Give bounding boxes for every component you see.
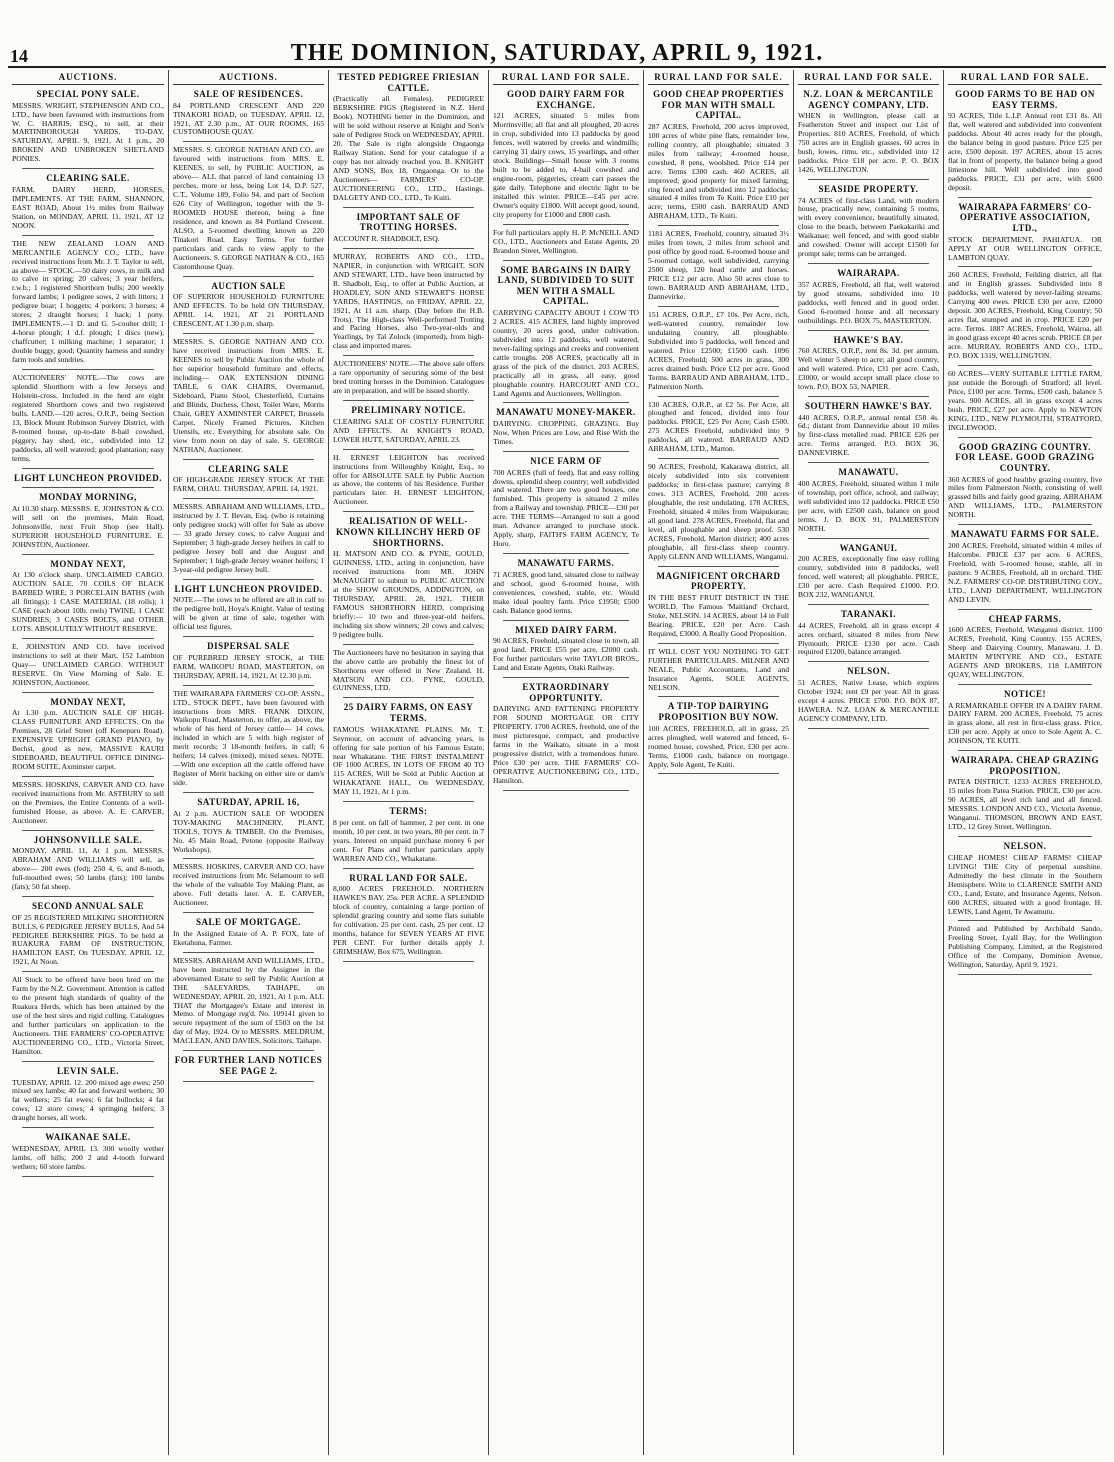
- ad-separator: [958, 266, 1092, 267]
- advertisement: [493, 229, 639, 256]
- masthead-rule: [8, 66, 1106, 68]
- ad-heading: TERMS:: [389, 806, 428, 817]
- advertisement: [333, 405, 484, 444]
- ad-body: TUESDAY, APRIL 12. 200 mixed age ewes; 250 mixed sex lambs; 40 fat and forward wethers; 30 fat wethers; 25 fat ewes; 6 fat bullocks; 4 fat cows; 12 store cows; 4 springing heifers; 3 draught horses, all work.: [12, 1077, 164, 1123]
- ad-heading: AUCTION SALE: [211, 280, 286, 291]
- ad-heading: NICE FARM OF: [530, 455, 602, 466]
- advertisement: [648, 463, 789, 561]
- ad-heading: TESTED PEDIGREE FRIESIAN CATTLE.: [337, 72, 480, 93]
- ad-body: OF PUREBRED JERSEY STOCK, at THE FARM, WAIKOPU ROAD, MASTERTON, on THURSDAY, APRIL 14, 1921, At 12.30 p.m.: [173, 652, 324, 680]
- ad-separator: [183, 952, 314, 953]
- ad-body: IT WILL COST YOU NOTHING TO GET FURTHER PARTICULARS. MILNER AND NEALE, Public Accountants, Land and Insurance Agents, SOLE AGENTS, NELSON.: [648, 646, 789, 692]
- advertisement: [173, 584, 324, 632]
- ad-heading: SECOND ANNUAL SALE: [31, 900, 145, 911]
- ad-body: At 2 p.m. AUCTION SALE OF WOODEN TOY-MAKING MACHINERY, PLANT, TOOLS, TOYS & TIMBER. On the Premises, No. 45 Main Road, Petone (opposite Railway Workshops).: [173, 808, 324, 854]
- advertisement: [173, 917, 324, 948]
- advertisement: [12, 781, 164, 826]
- ad-separator: [343, 400, 474, 401]
- advertisement: [948, 841, 1102, 916]
- ad-heading: MANAWATU MONEY-MAKER.: [496, 407, 636, 418]
- ad-separator: [808, 604, 929, 605]
- ad-separator: [22, 235, 154, 236]
- ad-body: 287 ACRES, Freehold, 200 acres improved, 100 acres of white pine flats, remainder low, rolling country, all ploughable; situated 3 miles from railway; 4-roomed house, cowshed, 8 pens, woolshed. Price £14 per acre. Terms £300 cash. 460 ACRES, all improved; good property for mixed farming; ring fenced and subdivided into 12 paddocks; situated 4 miles from Te Kuiti. Price £10 per acre; terms, £500 cash. BARRAUD AND ABRAHAM, LTD., Te Kuiti.: [648, 121, 789, 221]
- column-3: [328, 70, 488, 1455]
- ad-heading: LIGHT LUNCHEON PROVIDED.: [174, 583, 323, 594]
- ad-heading: SALE OF RESIDENCES.: [193, 89, 304, 99]
- ad-body: 130 ACRES, O.R.P., at £2 5s. Per Acre, all ploughed and fenced, divided into four paddocks. PRICE, £25 Per Acre; Cash £500. 275 ACRES Freehold, subdivided into 9 paddocks, all watered. BARRAUD AND ABRAHAM, LTD., Marton.: [648, 399, 789, 454]
- ad-separator: [22, 830, 154, 831]
- ad-body: 1181 ACRES, Freehold, country, situated 3½ miles from town, 2 miles from school and post office by good road. 6-roomed house and 5-roomed cottage, well subdivided, carrying 2500 sheep, 120 head cattle and horses. PRICE £12 per acre. Also 50 acres close to town. BARRAUD AND ABRAHAM, LTD., Dannevirke.: [648, 229, 789, 301]
- advertisement: [948, 614, 1102, 680]
- ad-separator: [658, 643, 779, 644]
- ad-body: 200 ACRES, Freehold, situated within 4 miles of Halcombe. PRICE £37 per acre. 6 ACRES, Freehold, with 5-roomed house, stable, all in pasture. 9 ACRES, Freehold, all in orchard. THE N.Z. FARMERS' CO-OP. DISTRIBUTING COY., LTD., LAND DEPARTMENT, WELLINGTON AND LEVIN.: [948, 540, 1102, 604]
- advertisement: [648, 230, 789, 302]
- advertisement: [12, 835, 164, 892]
- column-heading: AUCTIONS.: [173, 70, 324, 85]
- ad-body: 400 ACRES, Freehold, situated within 1 mile of township, port office, school, and railway; well subdivided into 12 paddocks. PRICE £50 per acre, with £2500 cash, balance on good terms. J. D. BOX 91, PALMERSTON NORTH.: [798, 478, 939, 533]
- column-heading: RURAL LAND FOR SALE.: [493, 70, 639, 85]
- ad-heading: SEASIDE PROPERTY.: [818, 183, 919, 194]
- ad-body: CHEAP HOMES! CHEAP FARMS! CHEAP LIVING! THE City of perpetual sunshine. Admittedly the best climate in the Southern Hemisphere. Write to CLARENCE SMITH AND CO., Land, Estate, and Insurance Agents, Nelson. 600 ACRES, situated with a good frontage. H. LEWIS, Land Agent, Te Awamutu.: [948, 852, 1102, 916]
- advertisement: [333, 212, 484, 244]
- advertisement: [173, 338, 324, 454]
- ad-separator: [22, 776, 154, 777]
- advertisement: [173, 89, 324, 137]
- advertisement: [798, 184, 939, 259]
- ad-separator: [183, 333, 314, 334]
- ad-body: MESSRS. S. GEORGE NATHAN AND CO. are favoured with instructions from MRS. E. KEENES, to sell, by PUBLIC AUCTION, as above— ALL that parcel of land containing 13 perches, more or less, being Lot 14, D.P. 527, C.T., Volume 189, Folio 94, and part of Section 626 City of Wellington, together with the 9-ROOMED HOUSE thereon, being a fine residence, and known as 84 Portland Crescent. ALSO, a 5-roomed dwelling known as 220 Tinakori Road. Easy Terms. For further particulars and cards to view apply to the Auctioneers. S. GEORGE NATHAN & CO., 165 Customhouse Quay.: [173, 145, 324, 271]
- ad-heading: NOTICE!: [1003, 688, 1046, 699]
- ad-body: 93 ACRES, Title L.I.P. Annual rent £31 8s. All flat, well watered and subdivided into convenient paddocks. About 40 acres ready for the plough, the balance being in good pasture. Price £25 per acre, £500 deposit. 197 ACRES, about 15 acres flat in front of property, the balance being a good limestone hill. Well subdivided into good paddocks. PRICE, £31 per acre, with £600 deposit.: [948, 111, 1102, 192]
- ad-separator: [658, 396, 779, 397]
- advertisement: [333, 454, 484, 508]
- ad-separator: [183, 1081, 314, 1082]
- ad-body: 84 PORTLAND CRESCENT AND 220 TINAKORI ROAD, on TUESDAY, APRIL 12, 1921, AT 2.30 p.m., AT OUR ROOMS, 165 CUSTOMHOUSE QUAY.: [173, 100, 324, 137]
- advertisement: [948, 925, 1102, 970]
- ad-body: 760 ACRES, O.R.P., rent 8s. 3d. per annum. Well winter 5 sheep to acre; all good country, and well watered. Price, £31 per acre. Cash, £3000, or would accept small place close to town. P.O. BOX 53, NAPIER.: [798, 346, 939, 391]
- ad-separator: [503, 451, 629, 452]
- ad-separator: [658, 773, 779, 774]
- ad-separator: [808, 263, 929, 264]
- ad-heading: EXTRAORDINARY OPPORTUNITY.: [522, 681, 610, 703]
- ad-body: 8,000 ACRES FREEHOLD. NORTHERN HAWKE'S BAY. 25s. PER ACRE. A SPLENDID block of country, containing a large portion of splendid grazing country and some flats suitable for cultivation. 25 per cent. cash, 25 per cent. 12 months, balance for SEVEN YEARS AT FIVE PER CENT. For further details apply J. GRIMSHAW, Box 675, Wellington.: [333, 884, 484, 956]
- ad-separator: [22, 168, 154, 169]
- ad-heading: IMPORTANT SALE OF TROTTING HORSES.: [356, 211, 461, 233]
- ad-heading: FOR FURTHER LAND NOTICES SEE PAGE 2.: [174, 1055, 323, 1076]
- ad-body: DAIRYING AND FATTENING PROPERTY FOR SOUND MORTGAGE OR CITY PROPERTY. 1700 ACRES, freehold, one of the most picturesque, compact, and productive farms in the Waikato, situate in a most progressive district, with a tremendous future. Price £30 per acre. THE FARMERS' CO-OPERATIVE AUCTIONEERING CO., LTD., Hamilton.: [493, 704, 639, 785]
- ad-separator: [183, 636, 314, 637]
- ad-separator: [343, 355, 474, 356]
- advertisement: [493, 456, 639, 549]
- ad-heading: CLEARING SALE.: [46, 173, 130, 184]
- ad-separator: [343, 248, 474, 249]
- ad-heading: 25 DAIRY FARMS, ON EASY TERMS.: [343, 702, 474, 724]
- advertisement: [333, 72, 484, 203]
- advertisement: [173, 641, 324, 680]
- advertisement: [948, 442, 1102, 521]
- ad-body: In the Assigned Estate of A. P. FOX, late of Eketahuna, Farmer.: [173, 928, 324, 947]
- ad-body: At 10.30 sharp. MESSRS. E. JOHNSTON & CO. will sell on the premises, Main Road, Johnsonville, next Fruit Shop (see Hall). SUPERIOR HOUSEHOLD FURNITURE. E. JOHNSTON, Auctioneer.: [12, 503, 164, 549]
- ad-separator: [958, 836, 1092, 837]
- column-4: [488, 70, 643, 1455]
- ad-heading: SOUTHERN HAWKE'S BAY.: [804, 400, 933, 411]
- ad-separator: [808, 728, 929, 729]
- ad-separator: [658, 458, 779, 459]
- ad-separator: [343, 868, 474, 869]
- ad-heading: GOOD GRAZING COUNTRY. FOR LEASE. GOOD GRAZING COUNTRY.: [955, 441, 1095, 473]
- advertisement: [648, 648, 789, 693]
- advertisement: [173, 464, 324, 495]
- ad-separator: [808, 661, 929, 662]
- ad-separator: [183, 792, 314, 793]
- page-number: 14: [10, 46, 28, 66]
- ad-separator: [22, 692, 154, 693]
- ad-heading: N.Z. LOAN & MERCANTILE AGENCY COMPANY, LTD.: [803, 89, 934, 110]
- ad-separator: [343, 449, 474, 450]
- ad-heading: WAIRARAPA. CHEAP GRAZING PROPOSITION.: [950, 755, 1100, 776]
- ad-separator: [22, 1061, 154, 1062]
- advertisement: [493, 558, 639, 615]
- advertisement: [12, 976, 164, 1057]
- ad-separator: [503, 224, 629, 225]
- ad-separator: [958, 750, 1092, 751]
- ad-body: 8 per cent. on fall of hammer, 2 per cent. in one month, 10 per cent. in two years, 80 per cent. in 7 years. Interest on unpaid purchase money 6 per cent. For Plans and further particulars apply WARREN AND CO., Whakatane.: [333, 817, 484, 863]
- advertisement: [12, 89, 164, 164]
- ad-body: 44 ACRES, Freehold, all in grass except 4 acres orchard, situated 8 miles from New Plymouth. PRICE £130 per acre. Cash required £1200, balance arranged.: [798, 620, 939, 657]
- ad-heading: WAIRARAPA FARMERS' CO-OPERATIVE ASSOCIATION, LTD.,: [958, 201, 1092, 234]
- ad-separator: [958, 365, 1092, 366]
- ad-body: 357 ACRES, Freehold, all flat, well watered by good streams, subdivided into 10 paddocks, well fenced and in good order. Good 6-roomed house and all necessary outbuildings. P.O. BOX 75, MASTERTON.: [798, 279, 939, 325]
- ad-separator: [343, 961, 474, 962]
- ad-heading: MONDAY NEXT,: [50, 558, 126, 569]
- ad-separator: [343, 697, 474, 698]
- ad-body: 51 ACRES, Native Lease, which expires October 1924; rent £9 per year. All in grass except 4 acres. PRICE £700. P.O. BOX 87, HAWERA. N.Z. LOAN & MERCANTILE AGENCY COMPANY, LTD.: [798, 678, 939, 723]
- ad-body: 151 ACRES, O.R.P., £7 10s. Per Acre, rich, well-watered country, remainder low undulating country, all ploughable. Subdivided into 5 paddocks, well fenced and watered. Price £2500; £1500 cash. 1096 ACRES, Freehold; 500 acres in grass, 300 acres drained bush. Price £12 per acre. Good Terms. BARRAUD AND ABRAHAM, LTD., Palmerston North.: [648, 309, 789, 391]
- ad-body: 440 ACRES, O.R.P., annual rental £58 4s. 6d.; distant from Dannevirke about 10 miles by first-class metalled road. PRICE £26 per acre. Terms arranged. P.O. BOX 36, DANNEVIRKE.: [798, 412, 939, 458]
- ad-separator: [958, 437, 1092, 438]
- advertisement: [12, 1132, 164, 1171]
- ad-separator: [503, 402, 629, 403]
- advertisement: [173, 957, 324, 1047]
- ad-separator: [658, 306, 779, 307]
- advertisement: [333, 649, 484, 694]
- advertisement: [798, 401, 939, 458]
- ad-heading: MAGNIFICENT ORCHARD PROPERTY.: [656, 570, 781, 592]
- ad-separator: [343, 801, 474, 802]
- ad-body: 60 ACRES—VERY SUITABLE LITTLE FARM, just outside the Borough of Stratford; all level. Price, £100 per acre. Terms, £500 cash, balance 5 years. 900 ACRES, all in grass except 4 acres bush. PRICE, £27 per acre. Apply to NEWTON KING, LTD., NEW PLYMOUTH, STRATFORD, INGLEWOOD.: [948, 369, 1102, 432]
- columns-container: [8, 70, 1106, 1455]
- advertisement: [173, 797, 324, 854]
- ad-body: CLEARING SALE OF COSTLY FURNITURE AND EFFECTS. At KNIGHT'S ROAD, LOWER HUTT, SATURDAY, APRIL 23.: [333, 416, 484, 444]
- ad-separator: [22, 487, 154, 488]
- ad-body: CARRYING CAPACITY ABOUT 1 COW TO 2 ACRES. 415 ACRES, land highly improved country, 20 acres good, under cultivation, subdivided into 12 paddocks, well watered, never-failing springs and creeks and convenient cattle troughs. 208 ACRES, practically all in grass of the pick of the district. 203 ACRES, practically all in grass, all easy, good ploughable country. HARCOURT AND CO., Land Agents and Auctioneers, Wellington.: [493, 307, 639, 398]
- ad-separator: [808, 538, 929, 539]
- advertisement: [948, 689, 1102, 746]
- ad-separator: [22, 369, 154, 370]
- ad-heading: SOME BARGAINS IN DAIRY LAND, SUBDIVIDED TO SUIT MEN WITH A SMALL CAPITAL.: [497, 264, 635, 307]
- ad-body: 360 ACRES of good healthy grazing country, five miles from Palmerston North, consisting of well grassed hills and fairly good grazing. ABRAHAM AND WILLIAMS, LTD., PALMERSTON NORTH.: [948, 474, 1102, 520]
- ad-body: MESSRS. HOSKINS, CARVER AND CO. have received instructions from Mr. Selamount to sell the whole of the valuable Toy Making Plant, as above. Full details later. A. E. CARVER, Auctioneer.: [173, 862, 324, 908]
- ad-separator: [22, 1176, 154, 1177]
- advertisement: [333, 806, 484, 863]
- column-heading: AUCTIONS.: [12, 70, 164, 85]
- advertisement: [333, 873, 484, 957]
- ad-heading: SATURDAY, APRIL 16,: [197, 797, 300, 808]
- advertisement: [648, 311, 789, 392]
- ad-heading: PRELIMINARY NOTICE.: [351, 405, 466, 416]
- advertisement: [948, 370, 1102, 433]
- ad-heading: JOHNSONVILLE SALE.: [33, 834, 143, 845]
- ad-heading: DISPERSAL SALE: [207, 641, 290, 652]
- column-5: [643, 70, 793, 1455]
- ad-body: PATEA DISTRICT. 1233 ACRES FREEHOLD, 15 miles from Patea Station. PRICE, £30 per acre. 90 ACRES, all level rich land and all fenced. MESSRS. LONDON AND CO., Victoria Avenue, Wanganui. THOMSON, BROWN AND EAST, LTD., 12 Grey Street, Wellington.: [948, 777, 1102, 832]
- masthead: [0, 0, 1114, 66]
- column-1: [8, 70, 168, 1455]
- ad-separator: [183, 1050, 314, 1051]
- ad-separator: [22, 896, 154, 897]
- advertisement: [173, 690, 324, 788]
- ad-heading: REALISATION OF WELL-KNOWN KILLINCHY HERD OF SHORTHORNS.: [336, 516, 481, 548]
- paper-title: THE DOMINION, SATURDAY, APRIL 9, 1921.: [290, 40, 824, 66]
- ad-separator: [503, 677, 629, 678]
- ad-separator: [343, 511, 474, 512]
- ad-heading: MIXED DAIRY FARM.: [515, 624, 617, 635]
- advertisement: [948, 271, 1102, 361]
- advertisement: [12, 492, 164, 549]
- advertisement: [12, 173, 164, 230]
- ad-separator: [22, 638, 154, 639]
- ad-body: MESSRS. ABRAHAM AND WILLIAMS, LTD., have been instructed by the Assignee in the abovenamed Estate to sell by Public Auction at THE SALEYARDS, TAIHAPE, on WEDNESDAY, APRIL 20, 1921, At 1 p.m. ALL THAT the Mortgagee's Estate and interest in Memo. of Mortgage reg'd. No. 109141 given to secure repayment of the sum of £503 on the 1st day of May, 1924. Or to MESSRS. MELDRUM, MACLEAN, AND DAVIES, Solicitors, Taihape.: [173, 955, 324, 1046]
- ad-body: 121 ACRES, situated 5 miles from Morrinsville; all flat and all ploughed, 20 acres in crop, subdivided into 13 paddocks by good fences, well watered by creeks and windmills; carrying 31 dairy cows, 15 yearlings, and other stock. Buildings—Small house with 3 rooms built to be added to, 4-bail cowshed and engine-room, piggeries, cream cart passes the gate daily. Telephone and electric light to be installed this winter. PRICE—£45 per acre. Owner's equity £1800. Will accept good, sound, city property for £1000 and £800 cash.: [493, 111, 639, 219]
- ad-body: OF SUPERIOR HOUSEHOLD FURNITURE AND EFFECTS. To be held ON THURSDAY, APRIL 14, 1921, AT 21 PORTLAND CRESCENT, AT 1.30 p.m. sharp.: [173, 292, 324, 329]
- ad-separator: [183, 912, 314, 913]
- advertisement: [798, 666, 939, 723]
- ad-separator: [183, 498, 314, 499]
- ad-separator: [958, 974, 1092, 975]
- advertisement: [12, 559, 164, 634]
- ad-body: OF HIGH-GRADE JERSEY STOCK AT THE FARM, OHAU. THURSDAY, APRIL 14, 1921.: [173, 475, 324, 494]
- advertisement: [493, 682, 639, 786]
- advertisement: [12, 1066, 164, 1123]
- ad-body: ACCOUNT R. SHADBOLT, ESQ.: [333, 233, 440, 243]
- ad-body: 700 ACRES (full of feed), flat and easy rolling downs, splendid sheep country; well subdivided and watered. There are two good houses, one furnished. This property is situated 2 miles from a Railway and township. PRICE—£30 per acre. THE TERMS—Arranged to suit a good man. Advance arranged to purchase stock. Apply, sharp, FAITH'S FARM AGENCY, Te Horo.: [493, 467, 639, 549]
- ad-body: 200 ACRES, exceptionally fine easy rolling country, subdivided into 8 paddocks, well fenced, well watered; all ploughable. PRICE, £30 per acre. Cash Required £1000. P.O. BOX 232, WANGANUI.: [798, 554, 939, 600]
- ad-heading: MANAWATU.: [838, 467, 899, 478]
- ad-separator: [22, 554, 154, 555]
- ad-heading: SPECIAL PONY SALE.: [36, 89, 140, 99]
- advertisement: [798, 467, 939, 533]
- ad-separator: [958, 524, 1092, 525]
- ad-body: MESSRS. S. GEORGE NATHAN AND CO. have received instructions from MRS. E. KEENES to sell by Public Auction the whole of her superior household furniture and effects, including— OAK EXTENSION DINING TABLE, 6 OAK CHAIRS, Overmantel, Sideboard, Piano Stool, Chesterfield, Curtains and Blinds, Duchess, Chest, Toilet Ware, Morris Chair, GREY AXMINSTER CARPET, Brussels Carpet, Nicely Framed Pictures, Kitchen Utensils, etc. Everything for absolute sale. On view from noon on day of sale. S. GEORGE NATHAN, Auctioneer.: [173, 337, 324, 454]
- advertisement: [12, 240, 164, 365]
- ad-separator: [343, 207, 474, 208]
- ad-heading: SALE OF MORTGAGE.: [195, 917, 302, 928]
- ad-body: MESSRS. ABRAHAM AND WILLIAMS, LTD., instructed by J. T. Bevan, Esq. (who is retaining only pedigree stock) will offer for Sale as above— 33 grade Jersey cows, to calve August and September; 3 high-grade Jersey heifers in calf to pedigree Jersey bull and due August and September; 1 high-grade Jersey weaner heifers; 1 3-year-old pedigree Jersey bull.: [173, 502, 324, 574]
- ad-heading: LEVIN SALE.: [56, 1065, 120, 1076]
- ad-separator: [183, 141, 314, 142]
- advertisement: [173, 146, 324, 271]
- ad-body: MURRAY, ROBERTS AND CO., LTD., NAPIER, in conjunction with WRIGHT, SON AND STEWART, LTD., have been instructed by R. Shadbolt, Esq., to offer at Public Auction, at HOADLEY, SON AND STEWART'S HORSE YARDS, HASTINGS, on FRIDAY, APRIL 22, 1921, At 11 a.m. sharp. (Day before the H.B. Trots). The High-class Well-performed Trotting and Pacing Horses, also Two-year-olds and Yearlings, by Tal Zolock (imported), from high-class and imported mares.: [333, 251, 484, 351]
- ad-body: FAMOUS WHAKATANE PLAINS. Mr. T. Seymour, on account of advancing years, is offering for sale portion of his Famous Estate, near Whakatane. THE FIRST INSTALMENT OF 1000 ACRES, IN LOTS OF FROM 40 TO 115 ACRES, Will be Sold at Public Auction at WHAKATANE HALL, On WEDNESDAY, MAY 11, 1921, At 1 p.m.: [333, 724, 484, 797]
- advertisement: [493, 265, 639, 399]
- ad-separator: [22, 971, 154, 972]
- ad-body: H. MATSON AND CO. & PYNE, GOULD, GUINNESS, LTD., acting in conjunction, have received instructions from MR. JOHN McNAUGHT to submit to PUBLIC AUCTION at the SHOW GROUNDS, ADDINGTON, on THURSDAY, APRIL 28, 1921, THEIR FAMOUS SHORTHORN HERD, comprising briefly:— 10 two and three-year-old heifers, including six show winners; 20 cows and calves; 9 pedigree bulls.: [333, 549, 484, 639]
- advertisement: [648, 701, 789, 769]
- advertisement: [173, 1055, 324, 1076]
- advertisement: [798, 89, 939, 175]
- ad-separator: [958, 609, 1092, 610]
- ad-separator: [808, 330, 929, 331]
- ad-heading: MONDAY MORNING,: [39, 492, 137, 503]
- ad-separator: [183, 858, 314, 859]
- ad-body: H. ERNEST LEIGHTON has received instructions from Willoughby Knight, Esq., to offer for ABSOLUTE SALE by Public Auction as above, the contents of his Residence. Further particulars later. H. ERNEST LEIGHTON, Auctioneer.: [333, 452, 484, 507]
- advertisement: [798, 543, 939, 600]
- advertisement: [173, 281, 324, 329]
- ad-separator: [958, 197, 1092, 198]
- advertisement: [173, 503, 324, 575]
- ad-separator: [503, 790, 629, 791]
- advertisement: [648, 89, 789, 221]
- ad-body: STOCK DEPARTMENT, PAHIATUA. OR APPLY AT OUR WELLINGTON OFFICE, LAMBTON QUAY.: [948, 234, 1102, 262]
- ad-body: 1600 ACRES, Freehold, Wanganui district. 1100 ACRES, Freehold, King Country. 155 ACRES, Sheep and Dairying Country, Manawatu. J. D. MARTIN M'INTYRE AND CO., ESTATE AGENTS AND BROKERS, 118 LAMBTON QUAY, WELLINGTON.: [948, 625, 1102, 679]
- ad-body: FARM, DAIRY HERD, HORSES, IMPLEMENTS. AT THE FARM, SHANNON, EAST ROAD, About 1½ miles from Railway Station, on MONDAY, APRIL 11, 1921, AT 12 NOON.: [12, 184, 164, 230]
- ad-separator: [808, 179, 929, 180]
- ad-separator: [22, 468, 154, 469]
- ad-heading: HAWKE'S BAY.: [833, 334, 904, 345]
- ad-body: At 130 o'clock sharp. UNCLAIMED CARGO. AUCTION SALE. 70 COILS OF BLACK BARBED WIRE; 3 PORCELAIN BATHS (with all fittings); 1 CASE MATERIAL (18 rolls); 1 CASE (each about 10lb. reels) TWINE; 1 CASE SUNDRIES; 3 CASES BOLTS, and OTHER LOTS. ABSOLUTELY WITHOUT RESERVE.: [12, 570, 164, 633]
- ad-heading: NELSON.: [1003, 841, 1047, 852]
- ad-separator: [183, 276, 314, 277]
- ad-body: MONDAY, APRIL 11, At 1 p.m. MESSRS. ABRAHAM AND WILLIAMS will sell, as above— 200 ewes (fed); 250 4, 6, and 8-tooth, full-mouthed ewes; 50 lambs (fats); 100 lambs (fats); 50 fat sheep.: [12, 846, 164, 892]
- ad-separator: [22, 1127, 154, 1128]
- ad-body: WHEN in Wellington, please call at Featherston Street and inspect our List of Properties. 810 ACRES, Freehold, of which 750 acres are in English grasses, 60 acres in bush, lowes, rimu, etc., subdivided into 12 paddocks. Price £18 per acre. P. O. BOX 1426, WELLINGTON.: [798, 111, 939, 174]
- ad-body: THE WAIRARAPA FARMERS' CO-OP. ASSN., LTD., STOCK DEPT., have been favoured with instructions from MRS. FRANK DIXON, Waikopu Road, Masterton, to offer, as above, the whole of his herd of Jersey cattle— 14 cows, included in which are 5 with high register of merit records; 3 18-month heifers, in calf; 6 heifers; 14 calves (mixed), mixed sexes. NOTE.—With one exception all the cattle offered have Register of Merit backing on either sire or dam's side.: [173, 688, 324, 788]
- advertisement: [798, 609, 939, 657]
- ad-body: 100 ACRES, FREEHOLD, all in grass, 25 acres ploughed, well watered and fenced, 6-roomed house, cowshed, Price, £30 per acre. Terms, £1000 cash, balance on mortgage. Apply, Sole Agent, Te Kuiti.: [648, 723, 789, 769]
- ad-heading: LIGHT LUNCHEON PROVIDED.: [13, 472, 163, 483]
- ad-heading: WAIKANAE SALE.: [45, 1132, 131, 1143]
- ad-separator: [658, 225, 779, 226]
- ad-body: MESSRS. WRIGHT, STEPHENSON AND CO., LTD., have been favoured with instructions from W. C. HARRIS, ESQ., to sell, at their MARTINBOROUGH YARDS, TO-DAY, SATURDAY, APRIL 9, 1921, At 1 p.m., 20 BROKEN AND UNBROKEN SHETLAND PONIES.: [12, 100, 164, 164]
- column-7: [943, 70, 1106, 1455]
- ad-separator: [503, 260, 629, 261]
- ad-heading: MANAWATU FARMS.: [517, 558, 615, 569]
- ad-separator: [183, 579, 314, 580]
- ad-body: MESSRS. HOSKINS, CARVER AND CO. have received instructions from Mr. ASTBURY to sell on the Premises, the Entire Contents of a well-furnished House, as above. A. E. CARVER, Auctioneer.: [12, 779, 164, 825]
- ad-body: NOTE.—The cows to be offered are all in calf to the pedigree bull, Hoya's Knight. Value of testing will be given at time of sale, together with official test figures.: [173, 595, 324, 632]
- advertisement: [798, 335, 939, 392]
- ad-heading: GOOD CHEAP PROPERTIES FOR MAN WITH SMALL CAPITAL.: [653, 89, 784, 121]
- ad-separator: [183, 459, 314, 460]
- ad-heading: GOOD DAIRY FARM FOR EXCHANGE.: [507, 89, 625, 110]
- advertisement: [948, 755, 1102, 832]
- advertisement: [12, 473, 164, 484]
- advertisement: [333, 253, 484, 351]
- ad-separator: [808, 396, 929, 397]
- column-heading: RURAL LAND FOR SALE.: [648, 70, 789, 85]
- ad-body: For full particulars apply H. P. McNEILL AND CO., LTD., Auctioneers and Estate Agents, 20 Brandon Street, Wellington.: [493, 227, 639, 255]
- advertisement: [493, 625, 639, 673]
- ad-body: 74 ACRES of first-class Land, with modern house, practically new, containing 5 rooms, with every convenience, beautifully situated, close to the beach, between Paekakariki and Waikanae; well fenced, and with good stable and cowshed. Owner will accept £1500 for prompt sale; terms can be arranged.: [798, 195, 939, 259]
- column-6: [793, 70, 943, 1455]
- ad-separator: [343, 644, 474, 645]
- ad-separator: [658, 566, 779, 567]
- column-2: [168, 70, 328, 1455]
- ad-separator: [503, 553, 629, 554]
- ad-heading: TARANAKI.: [840, 609, 897, 619]
- ad-heading: CLEARING SALE: [208, 463, 289, 474]
- ad-body: 90 ACRES, Freehold, situated close to town, all good land. PRICE £55 per acre, £2000 cash. For further particulars write TAYLOR BROS., Land and Estate Agents, Otaki Railway.: [493, 636, 639, 672]
- ad-separator: [183, 685, 314, 686]
- ad-body: AUCTIONEERS' NOTE.—The cows are splendid Shorthorn with a few Jerseys and Holstein-cross. Included in the herd are eight registered Shorthorn cows and two registered bulls. LAND.—120 acres, O.R.P., being Section 13, Block Mount Robinson Survey District, with 8-roomed house, up-to-date 8-bail cowshed, piggery, hay shed, etc., subdivided into 12 paddocks, all well watered; good plantation; easy terms.: [12, 373, 164, 463]
- ad-heading: WAIRARAPA.: [837, 268, 900, 279]
- ad-separator: [808, 462, 929, 463]
- ad-heading: WANGANUI.: [839, 542, 898, 553]
- advertisement: [12, 374, 164, 464]
- ad-body: AUCTIONEERS' NOTE.—The above sale offers a rare opportunity of securing some of the best bred trotting horses in the Dominion. Catalogues are in preparation, and will be issued shortly.: [333, 359, 484, 396]
- advertisement: [12, 901, 164, 967]
- ad-body: At 1.30 p.m. AUCTION SALE OF HIGH-CLASS FURNITURE AND EFFECTS. On the Premises, 28 Grief Street (off Kenepuru Road). EXPENSIVE UPRIGHT GRAND PIANO, by Bechst, good as new, MASSIVE KAURI SIDEBOARD, BEAUTIFUL OFFICE DINING-ROOM SUITE, Axminster carpet.: [12, 708, 164, 771]
- advertisement: [948, 89, 1102, 193]
- ad-body: 71 ACRES, good land, situated close to railway and school, good 6-roomed house, with conveniences, cowshed, stable, etc. Would make ideal poultry farm. Price £1950; £500 cash. Balance good terms.: [493, 569, 639, 615]
- ad-body: IN THE BEST FRUIT DISTRICT IN THE WORLD. The Famous 'Maitland' Orchard, Stoke, NELSON. 14 ACRES, about 14 in Full Bearing. PRICE, £20 per Acre. Cash Required, £3000. A Really Good Proposition.: [648, 592, 789, 638]
- ad-heading: CHEAP FARMS.: [988, 613, 1062, 624]
- ad-separator: [958, 920, 1092, 921]
- ad-body: A REMARKABLE OFFER IN A DAIRY FARM. DAIRY FARM. 200 ACRES, Freehold, 75 acres in grass alone, all rest in first-class grass. Price, £30 per acre. Apply at once to Sole Agent A. C. JOHNSON, TE KUITI.: [948, 700, 1102, 746]
- ad-body: E. JOHNSTON AND CO. have received instructions to sell at their Mart, 152 Lambton Quay— UNCLAIMED CARGO. WITHOUT RESERVE. On View Morning of Sale. E. JOHNSTON, Auctioneer.: [12, 641, 164, 687]
- ad-body: (Practically all Females). PEDIGREE BERKSHIRE PIGS (Registered in N.Z. Herd Book). NOTHING better in the Dominion, and will be sold without reserve at Knight and Son's sale of Pedigree Stock on WEDNESDAY, APRIL 20. The Sale is right alongside Ongaonga Railway Station. Send for your catalogue if a copy has not already reached you. B. KNIGHT AND SONS, Box 18, Ongaonga. Or to the Auctioneers— FARMERS' CO-OP. AUCTIONEERING CO., LTD., Hastings. DALGETY AND CO., LTD., Te Kuiti.: [333, 94, 484, 202]
- ad-heading: GOOD FARMS TO BE HAD ON EASY TERMS.: [955, 89, 1095, 110]
- advertisement: [333, 360, 484, 396]
- column-heading: RURAL LAND FOR SALE.: [948, 70, 1102, 85]
- ad-separator: [503, 620, 629, 621]
- ad-body: THE NEW ZEALAND LOAN AND MERCANTILE AGENCY CO., LTD., have received instructions from Mr. J. T. Taylor to sell, as above— STOCK.—50 dairy cows, in milk and to calve in spring; 20 calves; 3 year heifers, r.w.b.; 1 registered Shorthorn bulls; 200 weekly forward lambs; 1 pedigree sows, 2 with litters; 1 pedigree boar; 1 hoggets; 4 porkers; 3 horses; 4 stores; 2 draught horses; 1 hack; 1 pony. IMPLEMENTS.—1 D. and G. 5-coulter drill; 1 4-horse plough; 1 d.f. plough; 1 discs (new), chaffcutter; 1 milking machine; 1 separator; 1 double buggy, good; Quantity harness and sundry farm tools and sundries.: [12, 238, 164, 365]
- ad-heading: NELSON.: [847, 666, 890, 677]
- advertisement: [648, 571, 789, 639]
- ad-body: 260 ACRES, Freehold, Feilding district, all flat and in English grasses. Subdivided into 8 paddocks, well watered by never-failing streams. Carrying 400 ewes. PRICE £30 per acre, £2000 deposit. 300 ACRES, Freehold, King Country; 50 acres flat, stumped and in crop. PRICE £20 per acre. Terms. 1887 ACRES, Freehold, Wairoa, all in good grass except 40 acres scrub. PRICE £8 per acre. MURRAY, ROBERTS AND CO., LTD., P.O. BOX 1319, WELLINGTON.: [948, 270, 1102, 361]
- advertisement: [493, 89, 639, 220]
- ad-body: DAIRYING. CROPPING. GRAZING. Buy Now, When Prices are Low, and Rise With the Times.: [493, 419, 639, 446]
- ad-separator: [658, 696, 779, 697]
- advertisement: [333, 702, 484, 797]
- ad-heading: MANAWATU FARMS FOR SALE.: [950, 529, 1100, 540]
- ad-heading: MONDAY NEXT,: [50, 696, 126, 707]
- advertisement: [948, 529, 1102, 604]
- ad-heading: RURAL LAND FOR SALE.: [349, 872, 468, 883]
- column-heading: RURAL LAND FOR SALE.: [798, 70, 939, 85]
- advertisement: [798, 268, 939, 325]
- ad-body: All Stock to be offered have been bred on the Farm by the N.Z. Government. Attention is called to the present high standards of quality of the Ruakura Herds, which has been attained by the use of the best sires and rigid culling. Catalogues and further particulars on application to the Auctioneers. THE FARMERS' CO-OPERATIVE AUCTIONEERING CO., LTD., Victoria Street, Hamilton.: [12, 975, 164, 1056]
- advertisement: [648, 401, 789, 455]
- ad-body: Printed and Published by Archibald Sando, Freeling Street, Lyall Bay, for the Wellington Publishing Company, Limited, at the Registered Office of the Company, Dominion Avenue, Wellington, Saturday, April 9, 1921.: [948, 924, 1102, 970]
- advertisement: [173, 863, 324, 908]
- ad-body: 90 ACRES, Freehold, Kakarawa district, all nicely subdivided into six convenient paddocks; in first-class pasture; carrying 8 cows. 313 ACRES, Freehold, 200 acres ploughable, the rest undulating. 178 ACRES, Freehold, situated 4 miles from Waipukurau; all good land. 278 ACRES, Freehold, flat and level, all ploughable and sheep proof. 530 ACRES, Freehold, Marton district; 400 acres ploughable, all first-class sheep country. Apply GLENN AND WILLIAMS, Wanganui.: [648, 462, 789, 561]
- advertisement: [333, 516, 484, 639]
- ad-body: OF 25 REGISTERED MILKING SHORTHORN BULLS, 6 PEDIGREE JERSEY BULLS, And 54 PEDIGREE BERKSHIRE PIGS. To be held at RUAKURA FARM OF INSTRUCTION, HAMILTON EAST, On TUESDAY, APRIL 12, 1921, At Noon.: [12, 912, 164, 967]
- ad-body: The Auctioneers have no hesitation in saying that the above cattle are probably the finest lot of Shorthorns ever offered in New Zealand. H. MATSON AND CO. PYNE, GOULD, GUINNESS, LTD.: [333, 647, 484, 693]
- advertisement: [12, 697, 164, 772]
- ad-heading: A TIP-TOP DAIRYING PROPOSITION BUY NOW.: [658, 701, 779, 723]
- ad-separator: [958, 684, 1092, 685]
- advertisement: [948, 202, 1102, 263]
- advertisement: [12, 643, 164, 688]
- ad-body: WEDNESDAY, APRIL 13. 300 woolly wether lambs, off hills; 200 2 and 4-tooth forward wethers; 60 store lambs.: [12, 1143, 164, 1171]
- advertisement: [493, 407, 639, 446]
